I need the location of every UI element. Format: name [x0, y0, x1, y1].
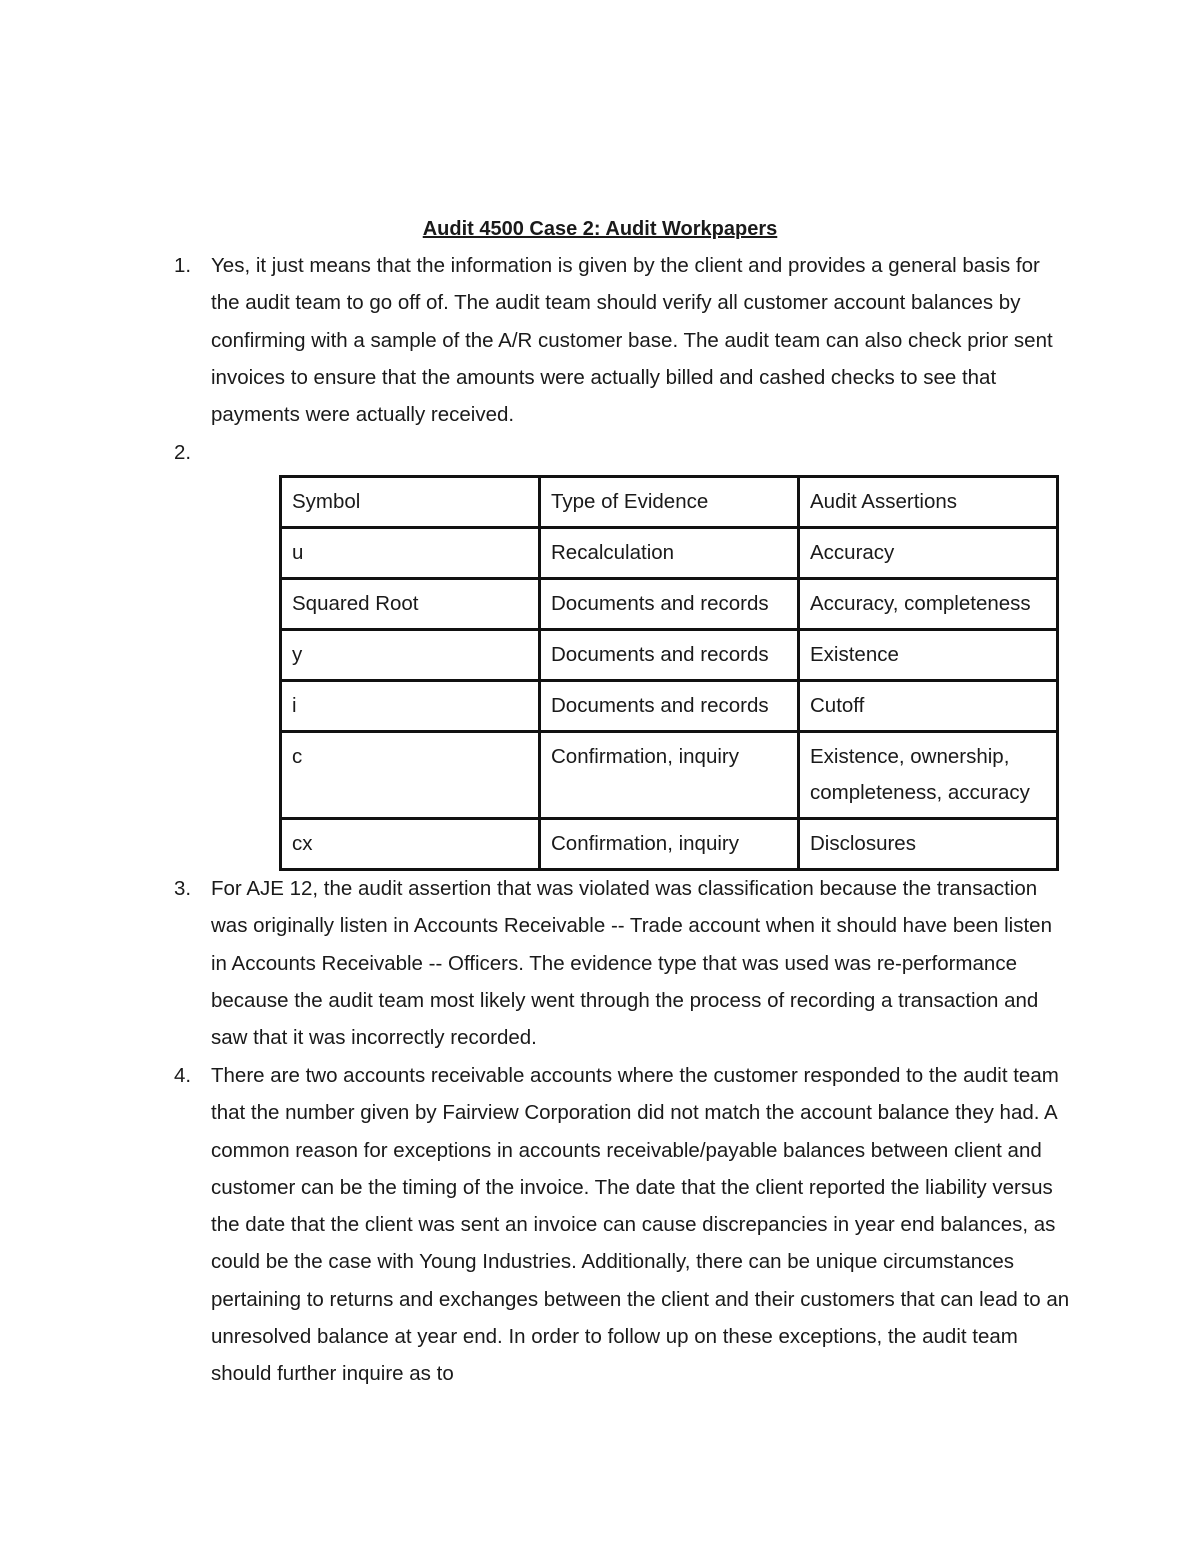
table-cell: Confirmation, inquiry	[540, 732, 799, 819]
table-cell: Accuracy	[799, 528, 1058, 579]
table-cell: Confirmation, inquiry	[540, 819, 799, 870]
answer-text: For AJE 12, the audit assertion that was violated was classification because the transaction was originally listen in Accounts Receivable -- Trade account when it should have been listen in Accounts Receivable -- Officers. The evidence type that was used was re-performance because the audit team most likely went through the process of recording a transaction and saw that it was incorrectly recorded.	[211, 877, 1052, 1050]
table-row	[281, 681, 1058, 732]
table-cell: cx	[281, 819, 540, 870]
table-header-row	[281, 477, 1058, 528]
table-row	[281, 630, 1058, 681]
table-cell: Accuracy, completeness	[799, 579, 1058, 630]
table-cell: Recalculation	[540, 528, 799, 579]
answer-text: There are two accounts receivable accounts where the customer responded to the audit team that the number given by Fairview Corporation did not match the account balance they had. A common reason for exceptions in accounts receivable/payable balances between client and customer can be the timing of the invoice. The date that the client reported the liability versus the date that the client was sent an invoice can cause discrepancies in year end balances, as could be the case with Young Industries. Additionally, there can be unique circumstances pertaining to returns and exchanges between the client and their customers that can lead to an unresolved balance at year end. In order to follow up on these exceptions, the audit team should further inquire as to	[211, 1064, 1070, 1386]
answer-number: 4.	[174, 1064, 192, 1087]
answer-1	[174, 247, 1074, 433]
table-header-cell: Symbol	[281, 477, 540, 528]
answer-number: 2.	[174, 441, 192, 464]
table-cell: Existence, ownership, completeness, accuracy	[799, 732, 1058, 819]
table-cell: Disclosures	[799, 819, 1058, 870]
table-cell: Documents and records	[540, 630, 799, 681]
table-cell: i	[281, 681, 540, 732]
table-cell: Documents and records	[540, 681, 799, 732]
table-cell: c	[281, 732, 540, 819]
answer-number: 1.	[174, 254, 192, 277]
answer-4	[174, 1057, 1074, 1393]
table-row	[281, 528, 1058, 579]
document-title: Audit 4500 Case 2: Audit Workpapers	[422, 218, 778, 240]
table-cell: y	[281, 630, 540, 681]
table-cell: Cutoff	[799, 681, 1058, 732]
answer-text: Yes, it just means that the information is given by the client and provides a general basis for the audit team to go off of. The audit team should verify all customer account balances by confirming with a sample of the A/R customer base. The audit team can also check prior sent invoices to ensure that the amounts were actually billed and cashed checks to see that payments were actually received.	[211, 254, 1053, 427]
table-header-cell: Type of Evidence	[540, 477, 799, 528]
table-row	[281, 579, 1058, 630]
table-cell: Documents and records	[540, 579, 799, 630]
table-cell: u	[281, 528, 540, 579]
table-cell: Squared Root	[281, 579, 540, 630]
table-row	[281, 819, 1058, 870]
table-row	[281, 732, 1058, 819]
table-cell: Existence	[799, 630, 1058, 681]
answer-number: 3.	[174, 877, 192, 900]
table-header-cell: Audit Assertions	[799, 477, 1058, 528]
answer-3	[174, 870, 1074, 1056]
evidence-table	[279, 475, 1059, 871]
